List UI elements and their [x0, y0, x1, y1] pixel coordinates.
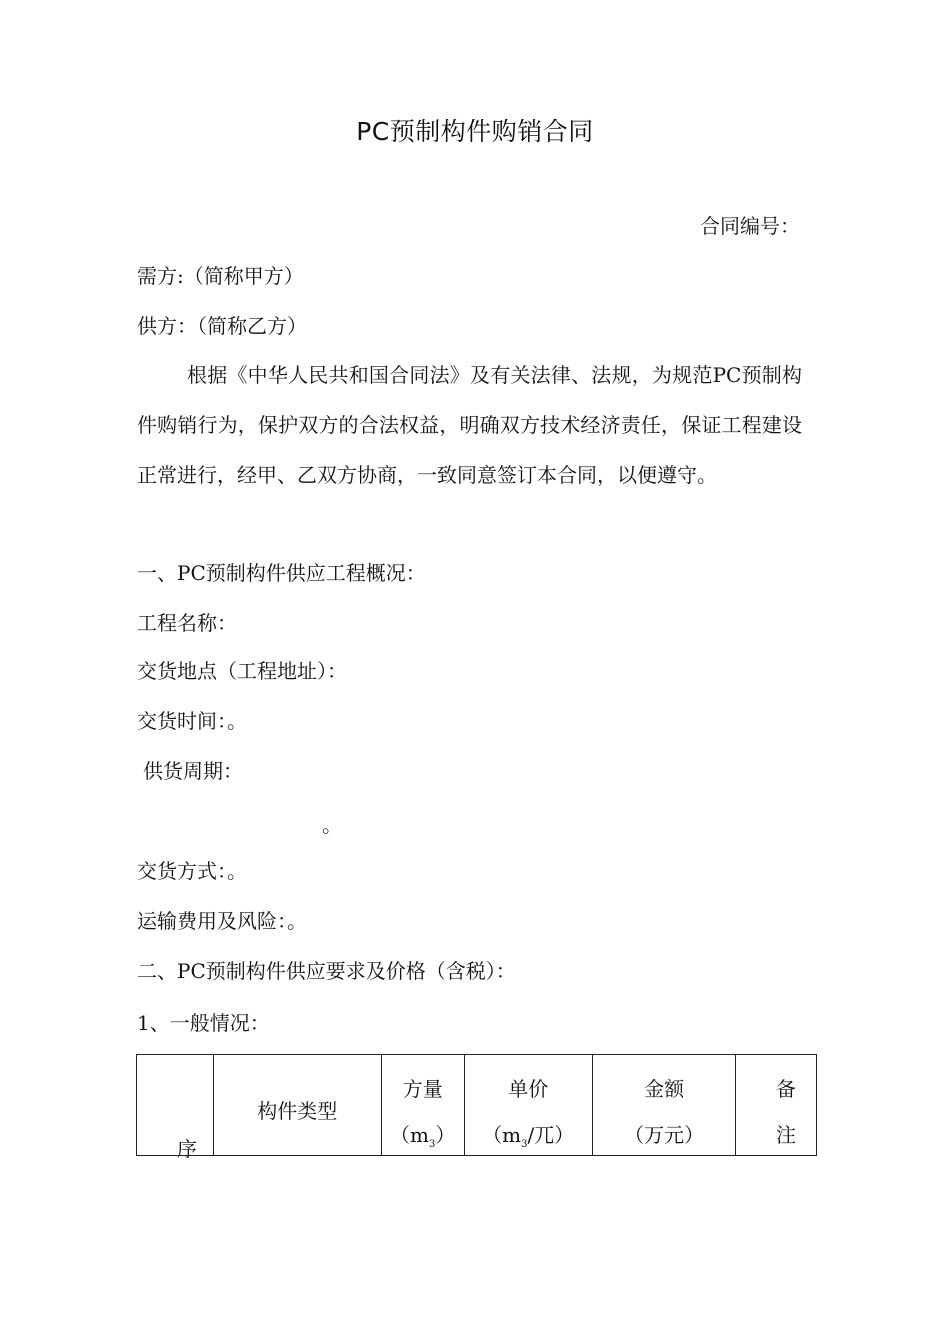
- contract-number-label: 合同编号：: [700, 214, 800, 238]
- transport-line: 运输费用及风险：。: [137, 909, 307, 933]
- delivery-place-line: 交货地点（工程地址）：: [137, 659, 347, 683]
- spec-table: [136, 1054, 817, 1161]
- table-header-amount: 金额 （万元）: [592, 1055, 735, 1156]
- delivery-time-line: 交货时间：。: [137, 709, 247, 733]
- table-header-seq: 序: [137, 1055, 214, 1156]
- section2-heading: 二、PC预制构件供应要求及价格（含税）：: [137, 959, 516, 983]
- page-title: PC预制构件购销合同: [356, 117, 594, 146]
- supply-period-line: 供货周期：: [143, 759, 243, 783]
- table-header-remark: 备 注: [736, 1055, 817, 1156]
- supply-period-end: 。: [322, 813, 342, 837]
- table-header-unit-price: 单价 （$m_3/$兀）: [464, 1055, 592, 1156]
- project-name-line: 工程名称：: [137, 611, 237, 635]
- table-header-quantity: 方量 $(m_3)$: [381, 1055, 464, 1156]
- sub1-heading: 1、一般情况：: [137, 1011, 270, 1035]
- buyer-line: 需方:（简称甲方）: [137, 264, 304, 288]
- table-header-type: 构件类型: [213, 1055, 381, 1156]
- supplier-line: 供方：（简称乙方）: [137, 314, 307, 338]
- section1-heading: 一、PC预制构件供应工程概况：: [137, 561, 426, 585]
- delivery-method-line: 交货方式：。: [137, 859, 247, 883]
- intro-paragraph: 根据《中华人民共和国合同法》及有关法律、法规，为规范PC预制构件购销行为，保护双方的合法权益，明确双方技术经济责任，保证工程建设正常进行，经甲、乙双方协商，一致同意签订本合同，以便遵守。: [137, 363, 802, 487]
